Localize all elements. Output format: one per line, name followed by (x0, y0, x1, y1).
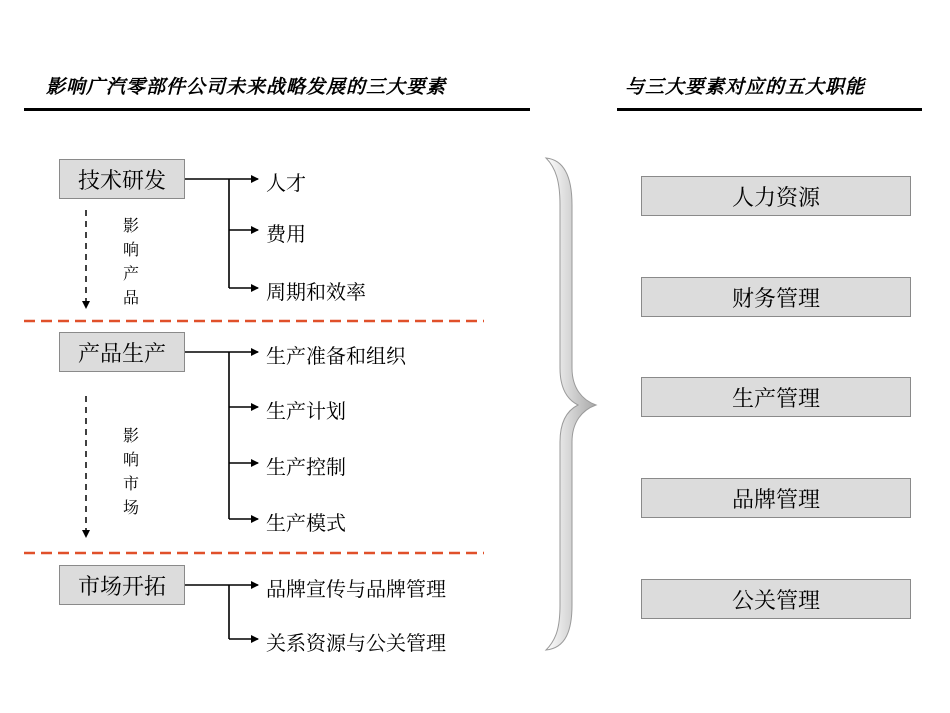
leaf-brand-promotion: 品牌宣传与品牌管理 (266, 577, 446, 601)
function-box-finance: 财务管理 (641, 277, 911, 317)
leaf-production-control: 生产控制 (266, 455, 346, 479)
leaf-production-prep: 生产准备和组织 (266, 344, 406, 368)
influence-label-market: 影响市场 (122, 426, 139, 517)
leaf-cost: 费用 (266, 222, 306, 246)
function-box-brand: 品牌管理 (641, 478, 911, 518)
factor-box-market: 市场开拓 (59, 565, 185, 605)
leaf-cycle-efficiency: 周期和效率 (266, 280, 366, 304)
right-section-title: 与三大要素对应的五大职能 (625, 76, 866, 98)
function-box-production: 生产管理 (641, 377, 911, 417)
function-box-hr: 人力资源 (641, 176, 911, 216)
influence-label-product: 影响产品 (122, 216, 139, 307)
leaf-relations-pr: 关系资源与公关管理 (266, 631, 446, 655)
group-3-connectors (185, 585, 258, 639)
leaf-production-mode: 生产模式 (266, 511, 346, 535)
function-box-pr: 公关管理 (641, 579, 911, 619)
group-2-connectors (185, 352, 258, 519)
factor-box-production: 产品生产 (59, 332, 185, 372)
leaf-production-plan: 生产计划 (266, 399, 346, 423)
factor-box-rnd: 技术研发 (59, 159, 185, 199)
leaf-talent: 人才 (266, 171, 306, 195)
brace-arrow (546, 158, 596, 650)
left-section-title: 影响广汽零部件公司未来战略发展的三大要素 (46, 76, 447, 98)
group-1-connectors (185, 179, 258, 288)
